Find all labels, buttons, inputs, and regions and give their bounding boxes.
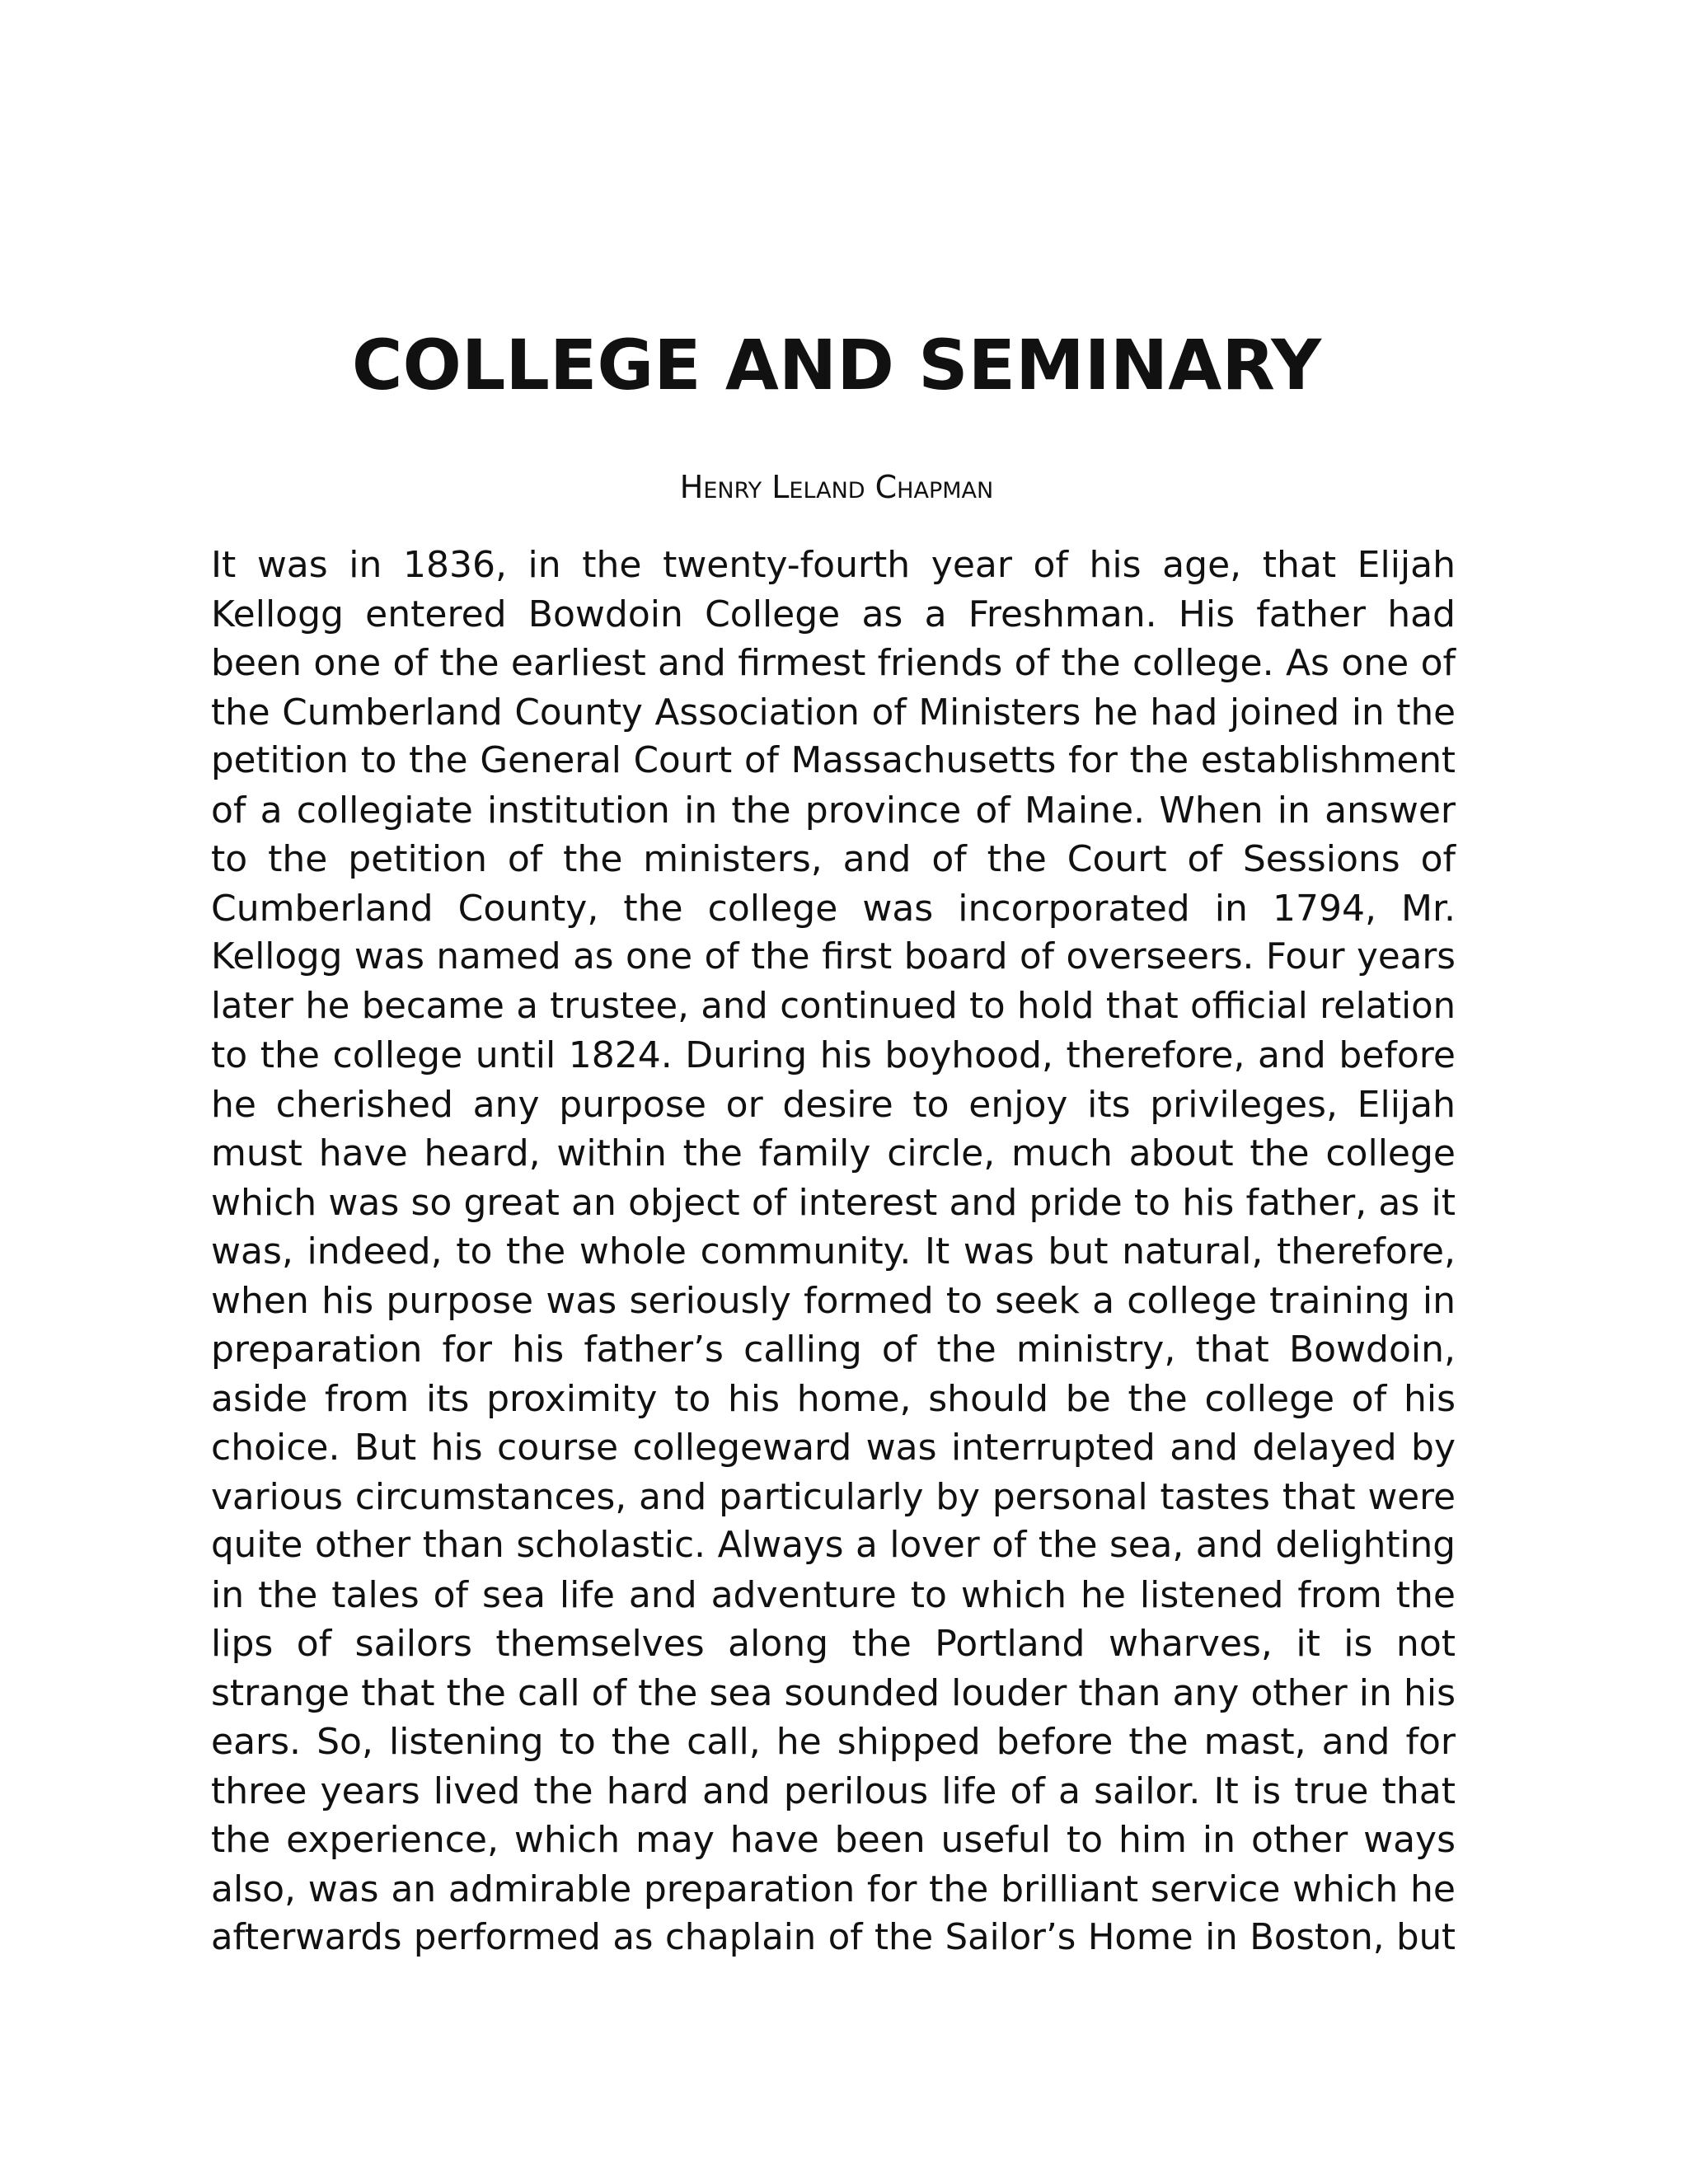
body-line: preparation for his father’s calling of the ministry, that Bowdoin,	[211, 1329, 1456, 1371]
author-name: Henry Leland Chapman	[679, 469, 994, 505]
body-line: three years lived the hard and perilous life of a sailor. It is true that	[211, 1769, 1456, 1812]
body-line: later he became a trustee, and continued to hold that official relation	[211, 985, 1456, 1027]
body-line: to the college until 1824. During his boyhood, therefore, and before	[211, 1034, 1456, 1076]
body-line: various circumstances, and particularly by personal tastes that were	[211, 1475, 1456, 1518]
body-line: afterwards performed as chaplain of the Sailor’s Home in Boston, but	[211, 1917, 1456, 1958]
body-line: petition to the General Court of Massachusetts for the establishment	[211, 740, 1456, 781]
body-line: when his purpose was seriously formed to seek a college training in	[211, 1279, 1456, 1322]
body-line: must have heard, within the family circle, much about the college	[211, 1132, 1456, 1174]
body-line: Kellogg entered Bowdoin College as a Freshman. His father had	[211, 593, 1456, 635]
body-line: also, was an admirable preparation for the brilliant service which he	[211, 1868, 1456, 1910]
body-line: aside from its proximity to his home, should be the college of his	[211, 1377, 1456, 1420]
body-line: been one of the earliest and firmest friends of the college. As one of	[211, 642, 1456, 684]
body-paragraph	[211, 541, 1456, 1963]
body-line: choice. But his course collegeward was interrupted and delayed by	[211, 1427, 1456, 1469]
body-line: lips of sailors themselves along the Portland wharves, it is not	[211, 1623, 1456, 1665]
body-line: ears. So, listening to the call, he shipped before the mast, and for	[211, 1721, 1456, 1763]
chapter-title: COLLEGE AND SEMINARY	[351, 325, 1322, 405]
body-line: quite other than scholastic. Always a lover of the sea, and delighting	[211, 1525, 1456, 1566]
body-line: was, indeed, to the whole community. It was but natural, therefore,	[211, 1230, 1456, 1272]
body-line: Cumberland County, the college was incorporated in 1794, Mr.	[211, 887, 1456, 930]
body-line: Kellogg was named as one of the first board of overseers. Four years	[211, 936, 1456, 977]
body-line: strange that the call of the sea sounded louder than any other in his	[211, 1671, 1456, 1714]
body-line: It was in 1836, in the twenty-fourth year of his age, that Elijah	[211, 544, 1456, 586]
body-line: in the tales of sea life and adventure to which he listened from the	[211, 1573, 1456, 1616]
body-line: he cherished any purpose or desire to enjoy its privileges, Elijah	[211, 1083, 1456, 1126]
body-line: which was so great an object of interest and pride to his father, as it	[211, 1181, 1456, 1224]
body-line: of a collegiate institution in the province of Maine. When in answer	[211, 789, 1456, 832]
body-line: to the petition of the ministers, and of the Court of Sessions of	[211, 838, 1456, 880]
body-line: the Cumberland County Association of Ministers he had joined in the	[211, 691, 1456, 733]
body-line: the experience, which may have been useful to him in other ways	[211, 1819, 1456, 1861]
